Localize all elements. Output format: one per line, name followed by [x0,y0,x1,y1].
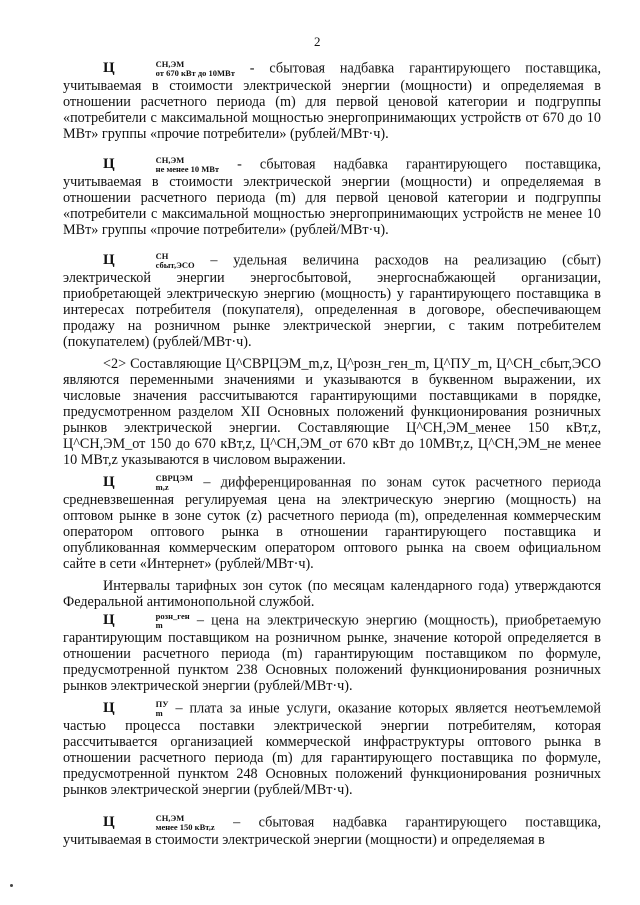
paragraph-sales-cost: Ц СН сбыт,ЭСО – удельная величина расходов на реализацию (сбыт) электрической энергии энергосбытовой, энергоснабжающей организации, приобретающей электрическую энергию (мощность) у гарантирующего поставщика в интересах потребителя (покупателя), определенная в договоре, обеспечивающем продажу на розничном рынке электрической энергии, с таким потребителем (покупателем) (рублей/МВт·ч). [63,251,601,350]
formula-symbol: Ц СН,ЭМ менее 150 кВт,z [103,813,215,832]
paragraph-tariff-10mw: Ц СН,ЭМ не менее 10 МВт - сбытовая надбавка гарантирующего поставщика, учитываемая в стоимости электрической энергии (мощности) и определяемая в отношении расчетного периода (m) для первой ценовой категории и подгруппы «потребители с максимальной мощностью энергопринимающих устройств не менее 10 МВт» группы «прочие потребители» (рублей/МВт·ч). [63,155,601,238]
formula-symbol: Ц СВРЦЭМ m,z [103,473,194,492]
formula-symbol: Ц СН сбыт,ЭСО [103,251,195,270]
formula-symbol: Ц ПУ m [103,699,169,718]
scan-speck [10,884,13,887]
paragraph-tariff-150kw: Ц СН,ЭМ менее 150 кВт,z – сбытовая надбавка гарантирующего поставщика, учитываемая в стоимости электрической энергии (мощности) и определяемая в [63,813,601,848]
page-number: 2 [314,34,321,49]
formula-symbol: Ц СН,ЭМ от 670 кВт до 10МВт [103,59,235,78]
paragraph-wholesale-price: Ц СВРЦЭМ m,z – дифференцированная по зонам суток расчетного периода средневзвешенная регулируемая цена на электрическую энергию (мощность) на оптовом рынке в зоне суток (z) расчетного периода (m), определенная коммерческим оператором оптового рынка в отношении гарантирующего поставщика и опубликованная коммерческим оператором оптового рынка на своем официальном сайте в сети «Интернет» (рублей/МВт·ч). [63,473,601,572]
paragraph-footnote-2: <2> Составляющие Ц^СВРЦЭМ_m,z, Ц^розн_ген_m, Ц^ПУ_m, Ц^СН_сбыт,ЭСО являются переменными значениями и указываются в буквенном выражении, их числовые значения рассчитываются гарантирующими поставщиками в порядке, предусмотренном разделом XII Основных положений функционирования розничных рынков электрической энергии. Составляющие Ц^СН,ЭМ_менее 150 кВт,z, Ц^СН,ЭМ_от 150 до 670 кВт,z, Ц^СН,ЭМ_от 670 кВт до 10МВт,z, Ц^СН,ЭМ_не менее 10 МВт,z указываются в числовом выражении. [63,356,601,468]
paragraph-retail-price: Ц розн_ген m – цена на электрическую энергию (мощность), приобретаемую гарантирующим поставщиком на розничном рынке, значение которой определяется в отношении расчетного периода (m) гарантирующим поставщиком по формуле, предусмотренной пунктом 238 Основных положений функционирования розничных рынков электрической энергии (рублей/МВт·ч). [63,611,601,694]
paragraph-other-services: Ц ПУ m – плата за иные услуги, оказание которых является неотъемлемой частью процесса поставки электрической энергии потребителям, которая рассчитывается организацией коммерческой инфраструктуры оптового рынка в отношении расчетного периода (m) для гарантирующего поставщика по формуле, предусмотренной пунктом 248 Основных положений функционирования розничных рынков электрической энергии (рублей/МВт·ч). [63,699,601,798]
paragraph-tariff-670kw-10mw: Ц СН,ЭМ от 670 кВт до 10МВт - сбытовая надбавка гарантирующего поставщика, учитываемая в стоимости электрической энергии (мощности) и определяемая в отношении расчетного периода (m) для первой ценовой категории и подгруппы «потребители с максимальной мощностью энергопринимающих устройств от 670 до 10 МВт» группы «прочие потребители» (рублей/МВт·ч). [63,59,601,142]
formula-symbol: Ц СН,ЭМ не менее 10 МВт [103,155,220,174]
formula-symbol: Ц розн_ген m [103,611,190,630]
paragraph-tariff-intervals: Интервалы тарифных зон суток (по месяцам календарного года) утверждаются Федеральной антимонопольной службой. [63,578,601,610]
